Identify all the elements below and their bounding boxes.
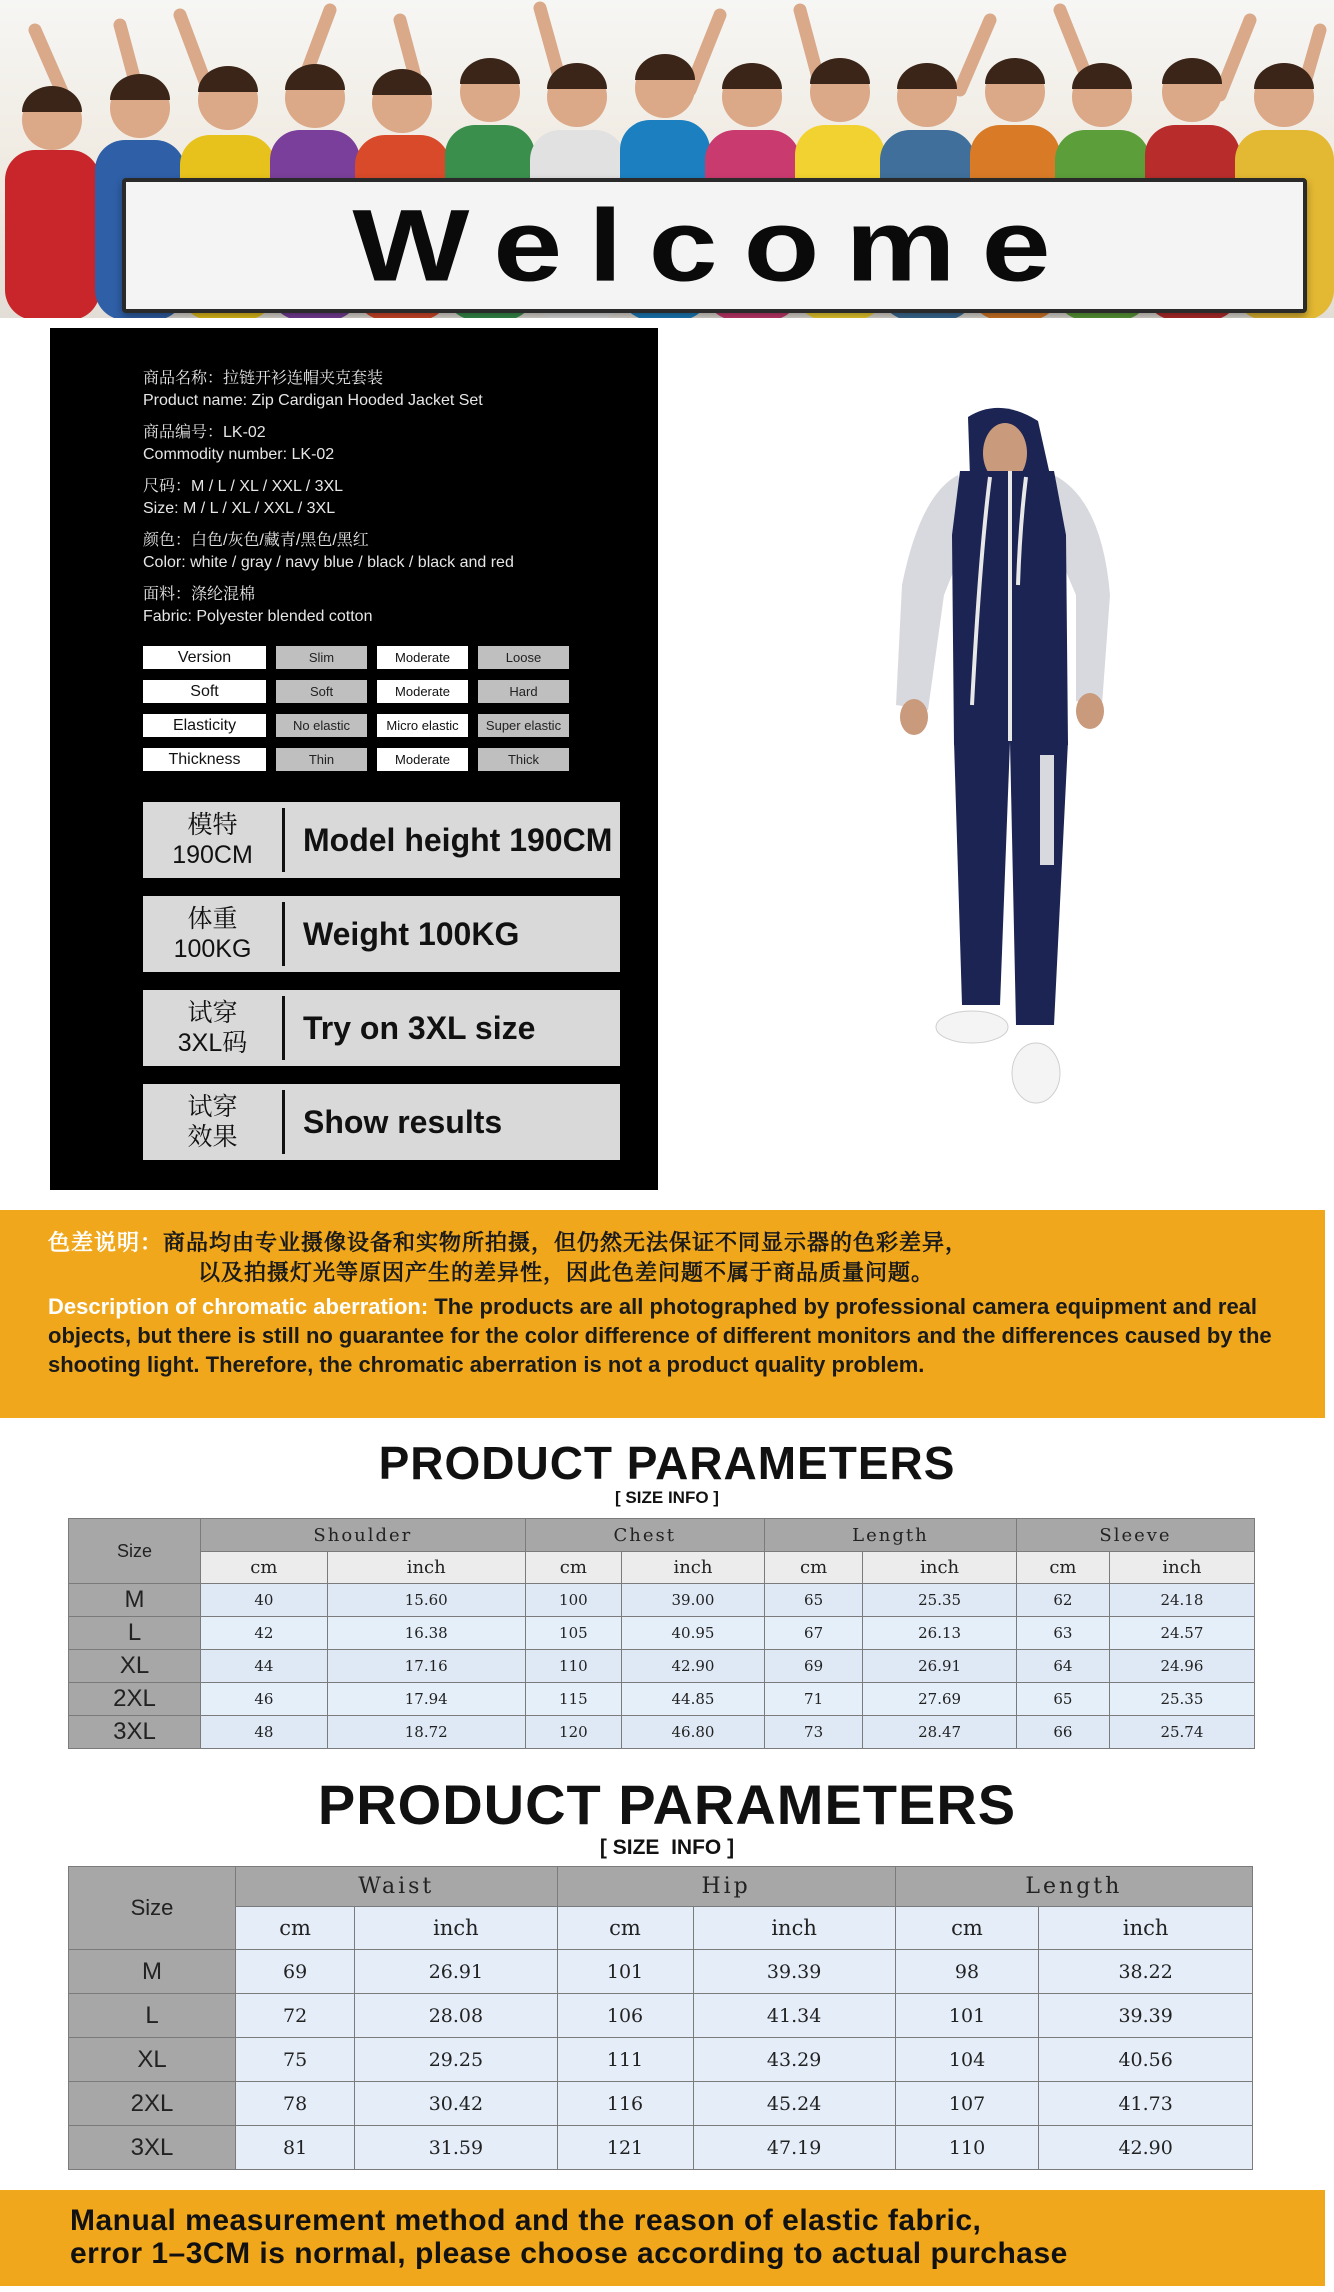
- value-cell: 41.34: [693, 1994, 895, 2038]
- value-cell: 40.95: [622, 1617, 765, 1650]
- attribute-row-version: [143, 646, 569, 669]
- welcome-banner: [0, 0, 1334, 318]
- col-group-waist: Waist: [236, 1867, 558, 1907]
- value-cell: 26.13: [863, 1617, 1017, 1650]
- unit-header: inch: [1109, 1552, 1254, 1584]
- value-cell: 64: [1016, 1650, 1109, 1683]
- col-group-length: Length: [764, 1519, 1016, 1552]
- measurement-note-line1: Manual measurement method and the reason of elastic fabric,: [70, 2204, 982, 2237]
- value-cell: 18.72: [327, 1716, 525, 1749]
- value-cell: 40.56: [1039, 2038, 1253, 2082]
- value-cell: 40: [201, 1584, 328, 1617]
- value-cell: 25.35: [1109, 1683, 1254, 1716]
- attribute-option: Thin: [276, 748, 367, 771]
- measurement-note: [0, 2190, 1325, 2286]
- value-cell: 121: [557, 2126, 693, 2170]
- model-height-box: 模特 190CM Model height 190CM: [143, 802, 620, 878]
- model-info-boxes: [143, 802, 620, 1178]
- attribute-row-soft: [143, 680, 569, 703]
- params-bottom-title: PRODUCT PARAMETERS: [317, 1773, 1017, 1836]
- value-cell: 101: [895, 1994, 1039, 2038]
- value-cell: 120: [525, 1716, 621, 1749]
- value-cell: 44: [201, 1650, 328, 1683]
- unit-header: inch: [863, 1552, 1017, 1584]
- unit-header: cm: [1016, 1552, 1109, 1584]
- attribute-option: No elastic: [276, 714, 367, 737]
- size-table-bottom: [68, 1866, 1253, 2170]
- welcome-text: Welcome: [352, 188, 1077, 303]
- attribute-option-selected: Moderate: [377, 680, 468, 703]
- show-results-box: 试穿 效果 Show results: [143, 1084, 620, 1160]
- value-cell: 46: [201, 1683, 328, 1716]
- value-cell: 111: [557, 2038, 693, 2082]
- value-cell: 110: [895, 2126, 1039, 2170]
- size-cell: M: [69, 1584, 201, 1617]
- spec-color: 颜色：白色/灰色/藏青/黑色/黑红 Color: white / gray / navy blue / black / black and red: [143, 532, 514, 571]
- value-cell: 25.35: [863, 1584, 1017, 1617]
- attribute-row-elasticity: [143, 714, 569, 737]
- value-cell: 39.39: [693, 1950, 895, 1994]
- attribute-label: Elasticity: [143, 714, 266, 737]
- aberration-zh-line1: 色差说明：商品均由专业摄像设备和实物所拍摄，但仍然无法保证不同显示器的色彩差异，: [48, 1230, 969, 1255]
- value-cell: 46.80: [622, 1716, 765, 1749]
- value-cell: 45.24: [693, 2082, 895, 2126]
- table-row: [69, 1617, 1255, 1650]
- attribute-label: Thickness: [143, 748, 266, 771]
- value-cell: 115: [525, 1683, 621, 1716]
- value-cell: 38.22: [1039, 1950, 1253, 1994]
- unit-header: cm: [557, 1907, 693, 1950]
- params-top-title: PRODUCT PARAMETERS: [378, 1437, 956, 1489]
- value-cell: 73: [764, 1716, 862, 1749]
- value-cell: 71: [764, 1683, 862, 1716]
- spec-product-name: 商品名称：拉链开衫连帽夹克套装 Product name: Zip Cardigan Hooded Jacket Set: [143, 370, 483, 409]
- params-bottom-subtitle: [ SIZE INFO ]: [599, 1836, 735, 1859]
- attribute-row-thickness: [143, 748, 569, 771]
- unit-header: cm: [525, 1552, 621, 1584]
- attribute-option-selected: Moderate: [377, 646, 468, 669]
- unit-header: cm: [201, 1552, 328, 1584]
- value-cell: 110: [525, 1650, 621, 1683]
- unit-header: inch: [355, 1907, 557, 1950]
- size-table-bottom-body: [69, 1950, 1253, 2170]
- attribute-label: Version: [143, 646, 266, 669]
- size-cell: L: [69, 1617, 201, 1650]
- value-cell: 69: [764, 1650, 862, 1683]
- model-photo: [840, 405, 1160, 1105]
- value-cell: 44.85: [622, 1683, 765, 1716]
- spec-size: 尺码：M / L / XL / XXL / 3XL Size: M / L / XL / XXL / 3XL: [143, 478, 344, 517]
- table-row: [69, 1716, 1255, 1749]
- size-cell: 2XL: [69, 1683, 201, 1716]
- unit-header: inch: [327, 1552, 525, 1584]
- value-cell: 39.39: [1039, 1994, 1253, 2038]
- value-cell: 43.29: [693, 2038, 895, 2082]
- value-cell: 98: [895, 1950, 1039, 1994]
- size-cell: L: [69, 1994, 236, 2038]
- value-cell: 26.91: [863, 1650, 1017, 1683]
- table-row: [69, 1994, 1253, 2038]
- value-cell: 75: [236, 2038, 355, 2082]
- value-cell: 47.19: [693, 2126, 895, 2170]
- unit-header: cm: [895, 1907, 1039, 1950]
- table-row: [69, 2038, 1253, 2082]
- size-cell: 3XL: [69, 2126, 236, 2170]
- unit-header: inch: [693, 1907, 895, 1950]
- size-cell: M: [69, 1950, 236, 1994]
- value-cell: 30.42: [355, 2082, 557, 2126]
- attribute-option: Slim: [276, 646, 367, 669]
- size-table-top: [68, 1518, 1255, 1749]
- unit-header: cm: [236, 1907, 355, 1950]
- value-cell: 39.00: [622, 1584, 765, 1617]
- attribute-label: Soft: [143, 680, 266, 703]
- value-cell: 63: [1016, 1617, 1109, 1650]
- attribute-option: Hard: [478, 680, 569, 703]
- spec-fabric: 面料：涤纶混棉 Fabric: Polyester blended cotton: [143, 586, 373, 625]
- unit-header: inch: [1039, 1907, 1253, 1950]
- table-row: [69, 1584, 1255, 1617]
- value-cell: 104: [895, 2038, 1039, 2082]
- attribute-option-selected: Moderate: [377, 748, 468, 771]
- value-cell: 29.25: [355, 2038, 557, 2082]
- table-row: [69, 1683, 1255, 1716]
- attribute-option-selected: Micro elastic: [377, 714, 468, 737]
- attribute-option: Super elastic: [478, 714, 569, 737]
- size-header: Size: [69, 1867, 236, 1950]
- model-weight-box: 体重 100KG Weight 100KG: [143, 896, 620, 972]
- col-group-shoulder: Shoulder: [201, 1519, 526, 1552]
- value-cell: 42.90: [1039, 2126, 1253, 2170]
- value-cell: 24.96: [1109, 1650, 1254, 1683]
- value-cell: 66: [1016, 1716, 1109, 1749]
- value-cell: 24.18: [1109, 1584, 1254, 1617]
- value-cell: 48: [201, 1716, 328, 1749]
- col-group-hip: Hip: [557, 1867, 895, 1907]
- value-cell: 69: [236, 1950, 355, 1994]
- table-row: [69, 1650, 1255, 1683]
- table-row: [69, 2126, 1253, 2170]
- measurement-note-line2: error 1–3CM is normal, please choose according to actual purchase: [70, 2237, 1068, 2270]
- value-cell: 26.91: [355, 1950, 557, 1994]
- unit-header: cm: [764, 1552, 862, 1584]
- spec-panel: [50, 328, 658, 1190]
- value-cell: 17.16: [327, 1650, 525, 1683]
- aberration-en-text: Description of chromatic aberration: The products are all photographed by professional camera equipment and real objects, but there is still no guarantee for the color difference of different monitors and the differences caused by the shooting light. Therefore, the chromatic aberration is not a product quality problem.: [48, 1294, 1272, 1377]
- value-cell: 101: [557, 1950, 693, 1994]
- welcome-sign: [122, 178, 1307, 313]
- value-cell: 62: [1016, 1584, 1109, 1617]
- try-on-size-box: 试穿 3XL码 Try on 3XL size: [143, 990, 620, 1066]
- value-cell: 27.69: [863, 1683, 1017, 1716]
- value-cell: 31.59: [355, 2126, 557, 2170]
- table-row: [69, 1950, 1253, 1994]
- value-cell: 28.08: [355, 1994, 557, 2038]
- value-cell: 65: [764, 1584, 862, 1617]
- size-cell: 3XL: [69, 1716, 201, 1749]
- value-cell: 81: [236, 2126, 355, 2170]
- value-cell: 15.60: [327, 1584, 525, 1617]
- value-cell: 72: [236, 1994, 355, 2038]
- value-cell: 42: [201, 1617, 328, 1650]
- value-cell: 24.57: [1109, 1617, 1254, 1650]
- attribute-grid: [143, 646, 569, 782]
- col-group-length: Length: [895, 1867, 1252, 1907]
- chromatic-aberration-note: [0, 1210, 1325, 1418]
- value-cell: 78: [236, 2082, 355, 2126]
- attribute-option: Loose: [478, 646, 569, 669]
- aberration-zh-line2: 以及拍摄灯光等原因产生的差异性，因此色差问题不属于商品质量问题。: [198, 1260, 935, 1285]
- value-cell: 105: [525, 1617, 621, 1650]
- unit-header: inch: [622, 1552, 765, 1584]
- value-cell: 28.47: [863, 1716, 1017, 1749]
- value-cell: 107: [895, 2082, 1039, 2126]
- value-cell: 25.74: [1109, 1716, 1254, 1749]
- size-table-top-body: [69, 1584, 1255, 1749]
- value-cell: 106: [557, 1994, 693, 2038]
- value-cell: 17.94: [327, 1683, 525, 1716]
- col-group-chest: Chest: [525, 1519, 764, 1552]
- col-group-sleeve: Sleeve: [1016, 1519, 1254, 1552]
- size-cell: 2XL: [69, 2082, 236, 2126]
- spec-lines: [143, 368, 643, 638]
- value-cell: 65: [1016, 1683, 1109, 1716]
- table-row: [69, 2082, 1253, 2126]
- size-cell: XL: [69, 2038, 236, 2082]
- value-cell: 42.90: [622, 1650, 765, 1683]
- attribute-option: Soft: [276, 680, 367, 703]
- value-cell: 100: [525, 1584, 621, 1617]
- attribute-option: Thick: [478, 748, 569, 771]
- params-top-subtitle: [ SIZE INFO ]: [615, 1488, 719, 1507]
- value-cell: 41.73: [1039, 2082, 1253, 2126]
- value-cell: 116: [557, 2082, 693, 2126]
- value-cell: 16.38: [327, 1617, 525, 1650]
- size-header: Size: [69, 1519, 201, 1584]
- spec-commodity-number: 商品编号：LK-02 Commodity number: LK-02: [143, 424, 335, 463]
- value-cell: 67: [764, 1617, 862, 1650]
- size-cell: XL: [69, 1650, 201, 1683]
